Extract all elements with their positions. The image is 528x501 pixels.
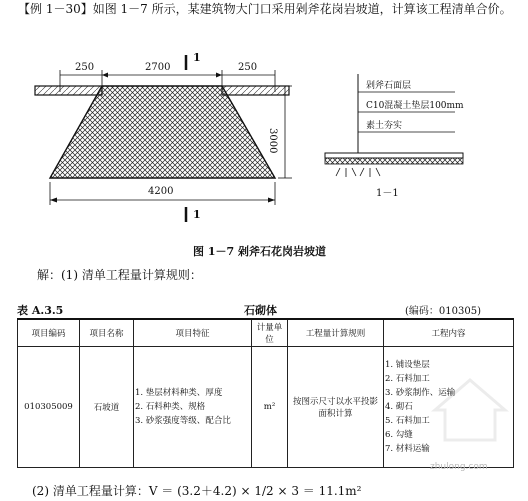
header-name: 项目名称 [80,319,134,347]
content-item: 7. 材料运输 [385,444,430,454]
solution-step-2: (2) 清单工程量计算：V ＝ (3.2＋4.2) × 1/2 × 3 ＝ 11.1m² [32,484,362,498]
table-title: 石砌体 [244,304,277,317]
section-label: 1－1 [376,188,399,199]
header-features: 项目特征 [134,319,252,347]
content-item: 2. 石料加工 [385,374,430,384]
cell-unit: m² [252,347,288,468]
figure-caption: 图 1－7 剁斧石花岗岩坡道 [193,245,326,258]
dim-bottom: 4200 [148,186,174,197]
cell-rule [288,347,384,468]
header-content: 工程内容 [384,319,514,347]
ramp-figure [0,44,528,244]
table-id: 表 A.3.5 [17,304,64,317]
example-intro: 【例 1－30】如图 1－7 所示，某建筑物大门口采用剁斧花岗岩坡道，计算该工程清单合价。 [18,2,512,16]
watermark-logo-icon [430,375,510,445]
cell-code: 010305009 [18,347,80,468]
cell-features [134,347,252,468]
legend-concrete: C10混凝土垫层100mm [366,101,464,111]
content-item: 3. 砂浆制作、运输 [385,388,456,398]
table-code: (编码：010305) [405,306,481,317]
section-mark-bottom: 1 [193,208,201,221]
dim-top-mid: 2700 [145,62,171,73]
feature-item: 1. 垫层材料种类、厚度 [135,388,223,398]
feature-item: 2. 石料种类、规格 [135,402,206,412]
right-platform [222,86,289,95]
watermark-text: zhulong.com [430,462,488,472]
dim-top-right: 250 [238,62,258,73]
dim-height: 3000 [267,128,278,154]
cell-name: 石坡道 [80,347,134,468]
dim-top-left: 250 [75,62,95,73]
feature-item: 3. 砂浆强度等级、配合比 [135,416,231,426]
table-header-row [18,319,514,347]
header-rule: 工程量计算规则 [288,319,384,347]
content-item: 6. 勾缝 [385,430,413,440]
section-concrete-layer [325,158,463,164]
content-item: 1. 铺设垫层 [385,360,430,370]
solution-step-1: 解：(1) 清单工程量计算规则： [37,268,202,282]
content-item: 5. 石料加工 [385,416,430,426]
legend-surface: 剁斧石面层 [366,81,412,91]
header-unit: 计量单位 [252,319,288,347]
section-surface-layer [325,153,463,158]
content-item: 4. 砌石 [385,402,413,412]
compacted-soil-symbol [336,168,380,177]
header-code: 项目编码 [18,319,80,347]
section-mark-top: 1 [193,51,201,64]
left-platform [35,86,102,95]
ramp-plan-hatched [50,86,275,178]
rule-text: 按图示尺寸以水平投影面积计算 [292,397,378,419]
legend-soil: 素土夯实 [366,121,403,131]
